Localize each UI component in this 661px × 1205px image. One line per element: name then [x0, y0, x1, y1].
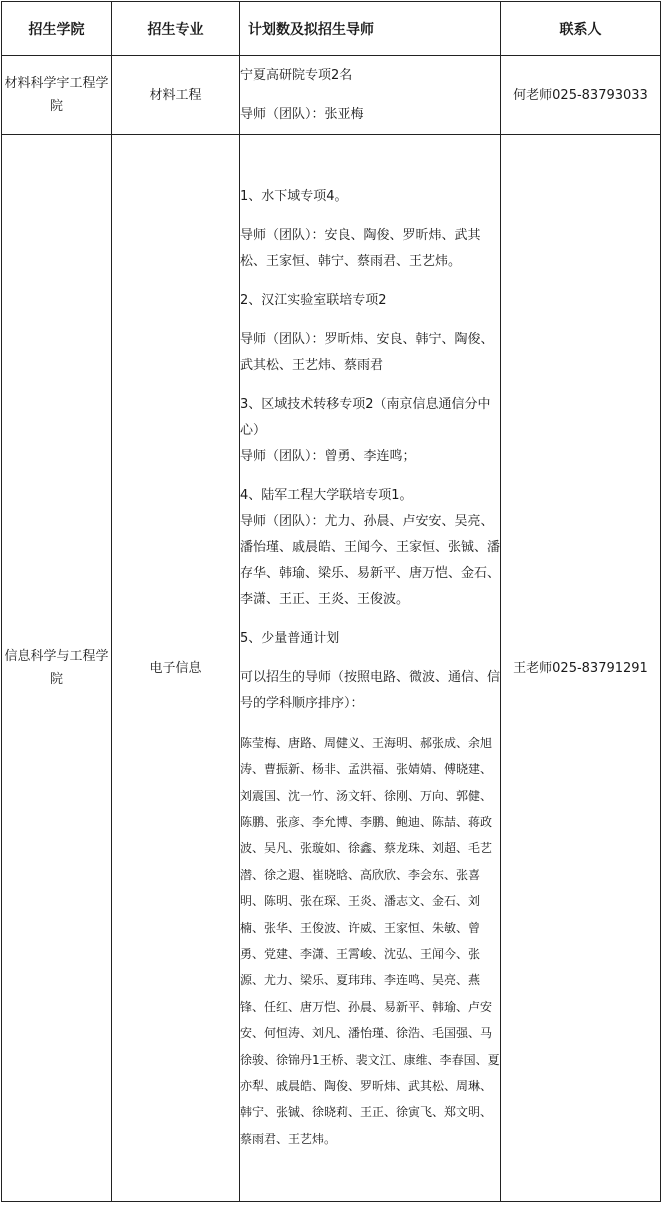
table-row	[2, 135, 661, 1202]
header-row	[2, 2, 661, 56]
major-cell: 电子信息	[112, 135, 240, 1202]
plan-line: 导师（团队）：张亚梅	[240, 106, 364, 122]
header-college: 招生学院	[2, 2, 112, 56]
plan-line: 1、水下域专项4。	[240, 188, 348, 204]
plan-line: 导师（团队）：安良、陶俊、罗昕炜、武其松、王家恒、韩宁、蔡雨君、王艺炜。	[240, 227, 481, 269]
plan-line: 导师（团队）：曾勇、李连鸣；	[240, 448, 416, 464]
contact-cell: 何老师025-83793033	[501, 56, 661, 135]
contact-cell: 王老师025-83791291	[501, 135, 661, 1202]
plan-cell	[240, 56, 501, 135]
plan-line: 4、陆军工程大学联培专项1。	[240, 487, 413, 503]
plan-line: 2、汉江实验室联培专项2	[240, 292, 387, 308]
plan-line: 宁夏高研院专项2名	[240, 67, 353, 83]
major-cell: 材料工程	[112, 56, 240, 135]
plan-line: 可以招生的导师（按照电路、微波、通信、信号的学科顺序排序）：	[240, 669, 501, 711]
table-row	[2, 56, 661, 135]
plan-line: 导师（团队）：尤力、孙晨、卢安安、吴亮、潘怡瑾、戚晨皓、王闻今、王家恒、张铖、潘存华、韩瑜、梁乐、易新平、唐万恺、金石、李潇、王正、王炎、王俊波。	[240, 513, 501, 607]
advisor-list: 陈莹梅、唐路、周健义、王海明、郝张成、余旭涛、曹振新、杨非、孟洪福、张婧婧、傅晓建、刘震国、沈一竹、汤文轩、徐刚、万向、郭健、陈鹏、张彦、李允博、李鹏、鲍迪、陈喆、蒋政波、吴凡、张璇如、徐鑫、蔡龙珠、刘超、毛艺潜、徐之遐、崔晓晗、高欣欣、李会东、张喜明、陈明、张在琛、王炎、潘志文、金石、刘楠、张华、王俊波、许威、王家恒、朱敏、曾勇、党建、李潇、王霄峻、沈弘、王闻今、张源、尤力、梁乐、夏玮玮、李连鸣、吴亮、燕锋、任红、唐万恺、孙晨、易新平、韩瑜、卢安安、何恒涛、刘凡、潘怡瑾、徐浩、毛国强、马徐骏、徐锦丹1王桥、裴文江、康维、李春国、夏亦犁、戚晨皓、陶俊、罗昕炜、武其松、周琳、韩宁、张铖、徐晓莉、王正、徐寅飞、郑文明、蔡雨君、王艺炜。	[240, 735, 500, 1146]
college-cell: 材料科学宇工程学院	[2, 56, 112, 135]
admission-plan-table	[1, 1, 661, 1202]
plan-line: 3、区域技术转移专项2（南京信息通信分中心）	[240, 396, 491, 438]
plan-line: 5、少量普通计划	[240, 630, 340, 646]
header-plan: 计划数及拟招生导师	[240, 2, 501, 56]
plan-cell	[240, 135, 501, 1202]
plan-line: 导师（团队）：罗昕炜、安良、韩宁、陶俊、武其松、王艺炜、蔡雨君	[240, 331, 494, 373]
header-contact: 联系人	[501, 2, 661, 56]
college-cell: 信息科学与工程学院	[2, 135, 112, 1202]
header-major: 招生专业	[112, 2, 240, 56]
